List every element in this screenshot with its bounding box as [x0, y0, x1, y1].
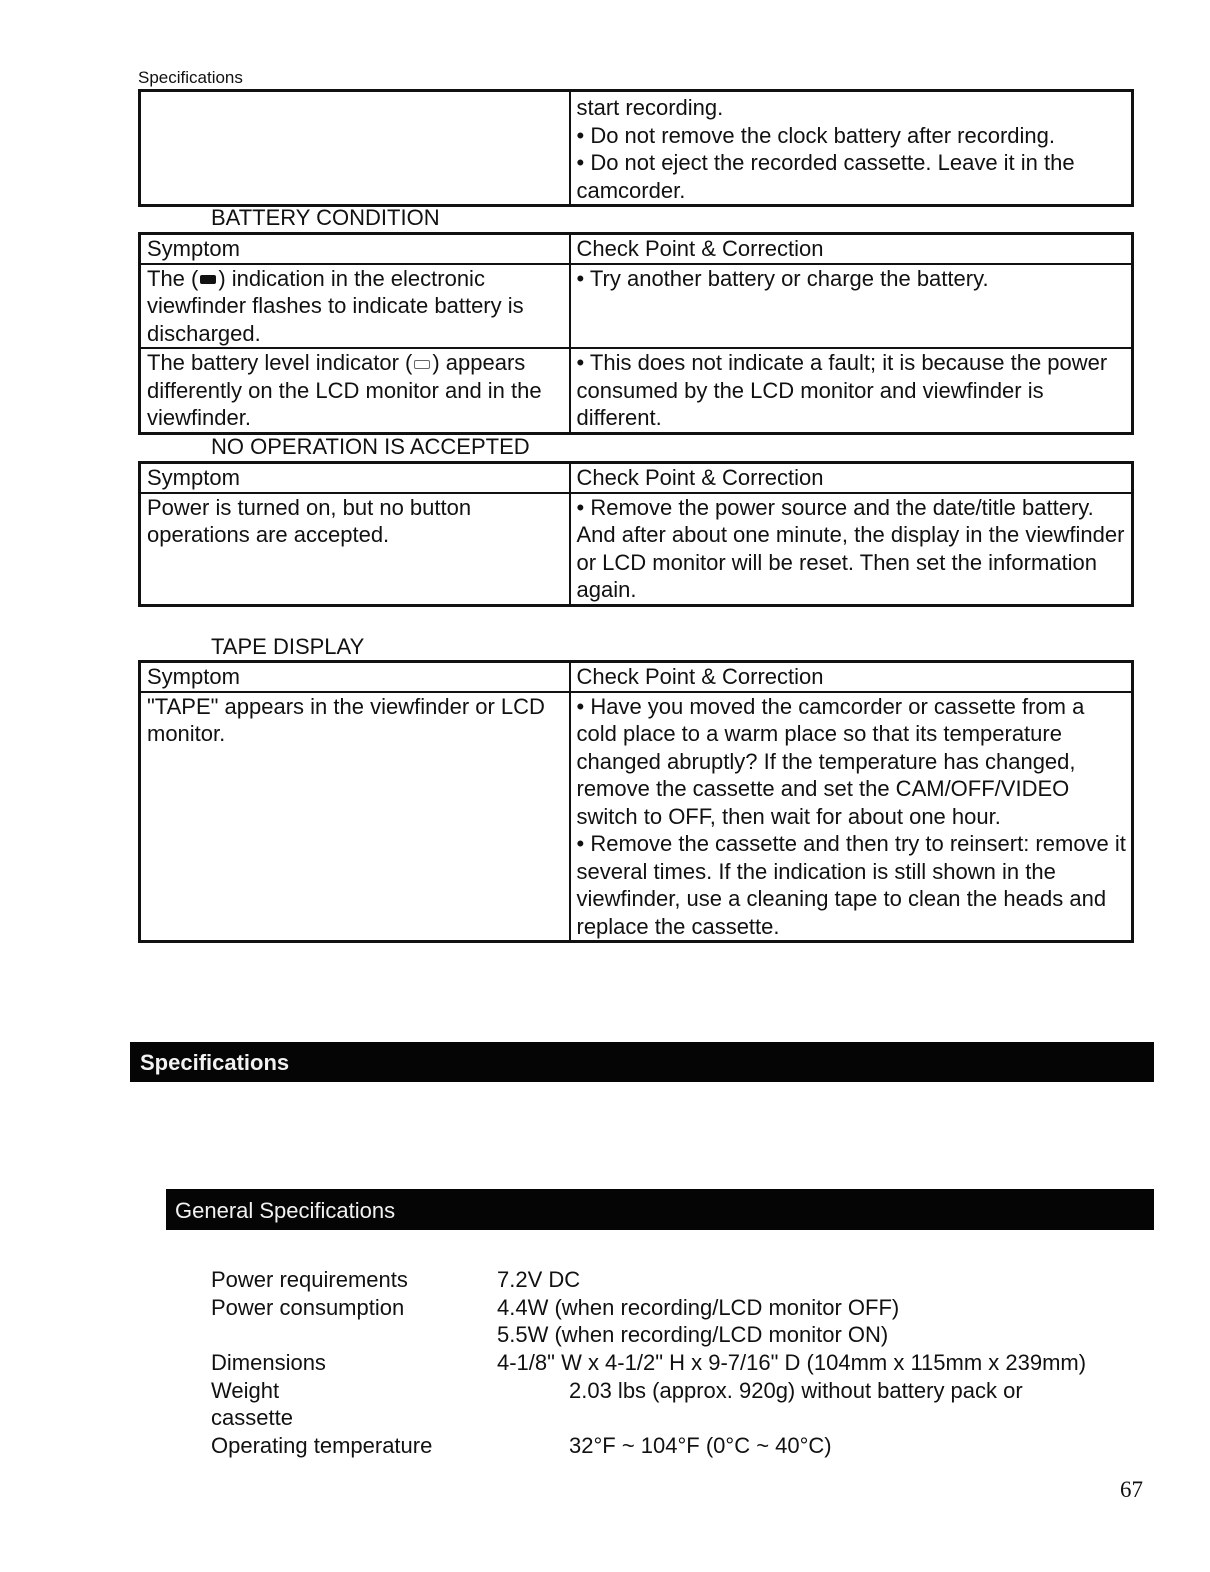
- spec-label: Dimensions: [211, 1350, 326, 1375]
- spec-value: 5.5W (when recording/LCD monitor ON): [497, 1322, 889, 1347]
- continuation-table: [138, 89, 1134, 207]
- battery-empty-icon: [414, 360, 430, 369]
- continuation-cell: [570, 91, 1133, 206]
- symptom-cell: [140, 264, 570, 349]
- spec-value: 32°F ~ 104°F (0°C ~ 40°C): [569, 1433, 832, 1458]
- spec-label: Power consumption: [211, 1295, 405, 1320]
- banner-subtitle: General Specifications: [175, 1198, 396, 1223]
- running-head: Specifications: [138, 68, 243, 87]
- check-cell: [570, 692, 1133, 942]
- column-header-check: Check Point & Correction: [570, 463, 1133, 493]
- check-cell: • This does not indicate a fault; it is because the power consumed by the LCD monitor and viewfinder is different.: [570, 348, 1133, 433]
- symptom-text: ) indication in the electronic viewfinder flashes to indicate battery is discharged.: [147, 265, 524, 346]
- text-line: • Do not remove the clock battery after recording.: [576, 122, 1055, 148]
- column-header-symptom: Symptom: [140, 463, 570, 493]
- spec-value: 4-1/8" W x 4-1/2" H x 9-7/16" D (104mm x 115mm x 239mm): [497, 1350, 1087, 1375]
- symptom-cell: Power is turned on, but no button operations are accepted.: [140, 493, 570, 606]
- battery-full-icon: [200, 275, 216, 284]
- symptom-text: The battery level indicator (: [147, 350, 413, 375]
- check-item: • Remove the cassette and then try to reinsert: remove it several times. If the indication is still shown in the viewfinder, use a cleaning tape to clean the heads and replace the cassette.: [576, 831, 1126, 939]
- spec-label: Operating temperature: [211, 1433, 433, 1458]
- spec-label: Power requirements: [211, 1267, 408, 1292]
- check-cell: • Try another battery or charge the battery.: [570, 264, 1133, 349]
- column-header-symptom: Symptom: [140, 662, 570, 692]
- column-header-check: Check Point & Correction: [570, 234, 1133, 264]
- spec-value: 2.03 lbs (approx. 920g) without battery pack or: [569, 1378, 1023, 1403]
- check-item: • Have you moved the camcorder or cassette from a cold place to a warm place so that its temperature changed abruptly? If the temperature has changed, remove the cassette and set the CAM/OFF/VIDEO switch to OFF, then wait for about one hour.: [576, 693, 1085, 829]
- section-title-no-operation: NO OPERATION IS ACCEPTED: [211, 434, 530, 459]
- text-line: camcorder.: [576, 177, 686, 203]
- page-number: 67: [1120, 1477, 1143, 1502]
- specifications-banner: [130, 1042, 1154, 1082]
- general-specifications-banner: [166, 1189, 1154, 1230]
- text-line: start recording.: [576, 95, 724, 120]
- symptom-text: The (: [147, 265, 199, 291]
- column-header-symptom: Symptom: [140, 234, 570, 264]
- symptom-cell: [140, 348, 570, 433]
- column-header-check: Check Point & Correction: [570, 662, 1133, 692]
- check-cell: • Remove the power source and the date/title battery. And after about one minute, the display in the viewfinder or LCD monitor will be reset. Then set the information again.: [570, 493, 1133, 606]
- section-title-tape-display: TAPE DISPLAY: [211, 634, 365, 659]
- section-title-battery: BATTERY CONDITION: [211, 205, 440, 230]
- spec-label: Weight: [211, 1378, 280, 1403]
- symptom-cell: "TAPE" appears in the viewfinder or LCD monitor.: [140, 692, 570, 942]
- spec-value: 4.4W (when recording/LCD monitor OFF): [497, 1295, 900, 1320]
- spec-label: cassette: [211, 1405, 293, 1430]
- spec-value: 7.2V DC: [497, 1267, 581, 1292]
- symptom-text: ) appears differently on the LCD monitor and in the viewfinder.: [147, 350, 542, 430]
- text-line: • Do not eject the recorded cassette. Leave it in the: [576, 150, 1075, 175]
- no-operation-table: [138, 461, 1134, 607]
- banner-title: Specifications: [140, 1050, 290, 1075]
- battery-condition-table: [138, 232, 1134, 435]
- empty-cell: [140, 91, 570, 206]
- tape-display-table: [138, 660, 1134, 943]
